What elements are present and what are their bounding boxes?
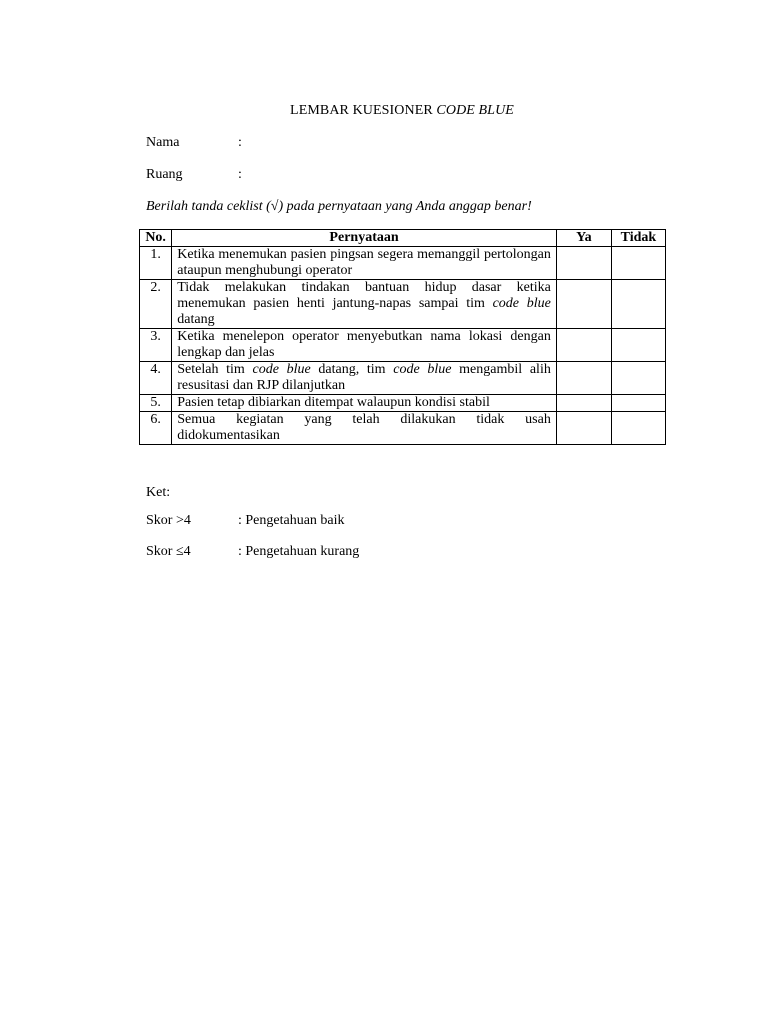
statement-text: Ketika menemukan pasien pingsan segera memanggil pertolongan ataupun menghubungi operator: [177, 247, 551, 278]
header-statement: Pernyataan: [172, 230, 557, 247]
legend-score-desc: : Pengetahuan baik: [238, 513, 345, 528]
answer-no-cell[interactable]: [611, 280, 665, 329]
room-field: [146, 167, 242, 183]
row-number: 5.: [140, 395, 172, 412]
answer-yes-cell[interactable]: [556, 412, 611, 445]
legend-item: [146, 513, 345, 529]
statement-text: Setelah tim: [177, 362, 253, 377]
row-number: 2.: [140, 280, 172, 329]
row-number: 1.: [140, 247, 172, 280]
answer-yes-cell[interactable]: [556, 329, 611, 362]
answer-yes-cell[interactable]: [556, 362, 611, 395]
row-statement: [172, 280, 557, 329]
row-number: 4.: [140, 362, 172, 395]
answer-yes-cell[interactable]: [556, 280, 611, 329]
table-row: [140, 280, 666, 329]
answer-no-cell[interactable]: [611, 412, 665, 445]
header-no: No.: [140, 230, 172, 247]
statement-text: Pasien tetap dibiarkan ditempat walaupun kondisi stabil: [177, 395, 490, 410]
page-title: [0, 103, 768, 119]
name-separator: :: [238, 135, 242, 150]
row-statement: [172, 395, 557, 412]
statement-text: Ketika menelepon operator menyebutkan nama lokasi dengan lengkap dan jelas: [177, 329, 551, 360]
statement-text: Semua kegiatan yang telah dilakukan tidak usah didokumentasikan: [177, 412, 551, 443]
legend-score-desc: : Pengetahuan kurang: [238, 544, 360, 559]
answer-yes-cell[interactable]: [556, 395, 611, 412]
table-row: [140, 329, 666, 362]
room-label: Ruang: [146, 167, 183, 182]
statement-text: datang: [177, 312, 215, 327]
room-separator: :: [238, 167, 242, 182]
answer-no-cell[interactable]: [611, 395, 665, 412]
title-main: LEMBAR KUESIONER: [290, 103, 437, 118]
table-row: [140, 247, 666, 280]
table-header-row: [140, 230, 666, 247]
table-row: [140, 412, 666, 445]
legend-item: [146, 544, 359, 560]
row-statement: [172, 362, 557, 395]
answer-no-cell[interactable]: [611, 362, 665, 395]
name-field: [146, 135, 242, 151]
table-row: [140, 362, 666, 395]
legend-score-label: Skor ≤4: [146, 544, 191, 559]
title-italic: CODE BLUE: [436, 103, 514, 118]
statement-italic-text: code blue: [492, 296, 551, 311]
legend-label: Ket:: [146, 485, 171, 500]
statement-italic-text: code blue: [393, 362, 452, 377]
answer-no-cell[interactable]: [611, 247, 665, 280]
answer-yes-cell[interactable]: [556, 247, 611, 280]
statement-text: datang, tim: [310, 362, 394, 377]
row-number: 3.: [140, 329, 172, 362]
instruction: Berilah tanda ceklist (√) pada pernyataan yang Anda anggap benar!: [146, 199, 532, 214]
row-number: 6.: [140, 412, 172, 445]
header-yes: Ya: [556, 230, 611, 247]
statement-text: Tidak melakukan tindakan bantuan hidup dasar ketika menemukan pasien henti jantung-napas sampai tim: [177, 280, 551, 311]
questionnaire-table: [139, 229, 666, 445]
header-no-answer: Tidak: [611, 230, 665, 247]
table-row: [140, 395, 666, 412]
row-statement: [172, 329, 557, 362]
row-statement: [172, 412, 557, 445]
answer-no-cell[interactable]: [611, 329, 665, 362]
legend-score-label: Skor >4: [146, 513, 191, 528]
name-label: Nama: [146, 135, 180, 150]
row-statement: [172, 247, 557, 280]
statement-text: mengambil alih resusitasi dan RJP dilanjutkan: [177, 362, 551, 393]
statement-italic-text: code blue: [252, 362, 311, 377]
